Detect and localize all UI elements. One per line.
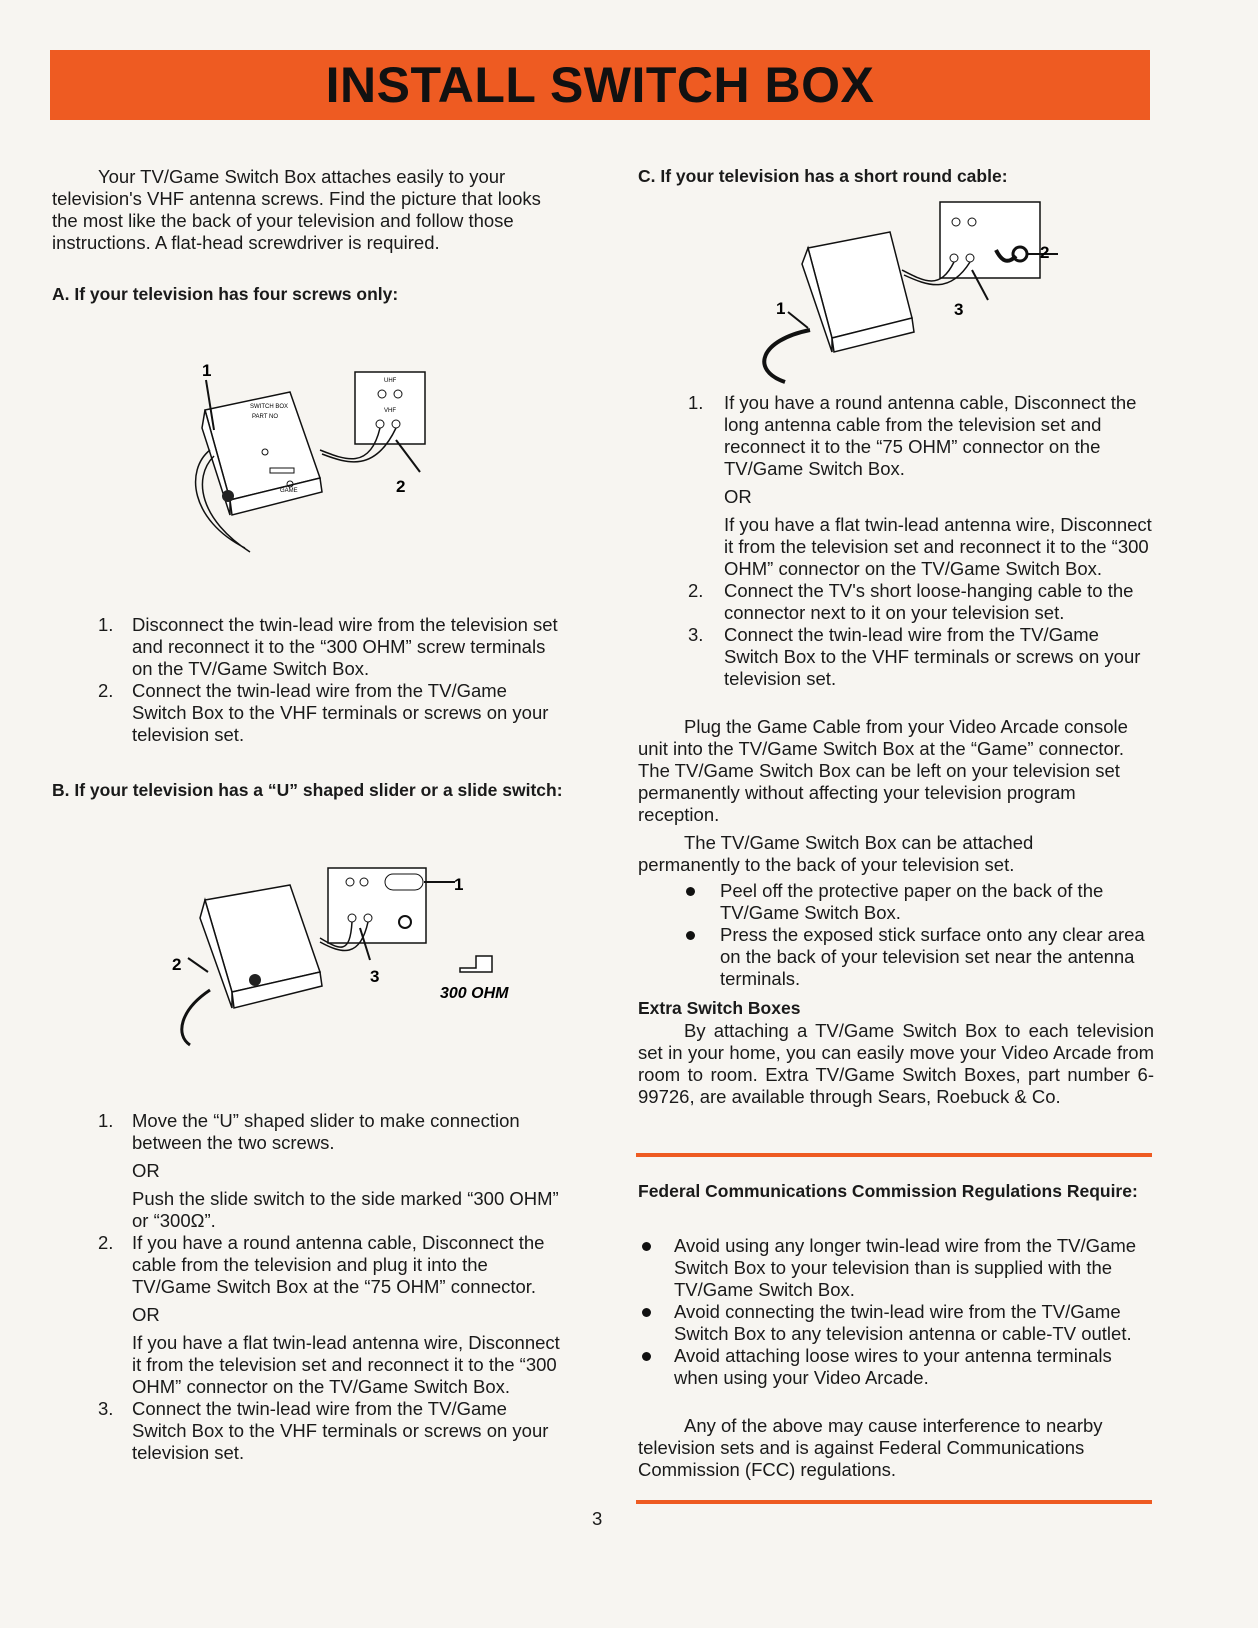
fcc-bullets (638, 1235, 1154, 1389)
svg-text:VHF: VHF (384, 408, 396, 414)
divider (636, 1153, 1152, 1157)
fcc-heading: Federal Communications Commission Regulations Require: (638, 1181, 1138, 1201)
diagram-four-screws (170, 360, 440, 560)
title-banner (50, 50, 1150, 120)
fcc-closing: Any of the above may cause interference to nearby television sets and is against Federal Communications Commission (FCC) regulations. (638, 1415, 1103, 1480)
section-b-heading: B. If your television has a “U” shaped slider or a slide switch: (52, 780, 563, 800)
svg-text:1: 1 (202, 361, 212, 380)
svg-text:SWITCH BOX: SWITCH BOX (250, 404, 289, 410)
svg-text:PART NO: PART NO (252, 414, 279, 420)
svg-text:3: 3 (954, 300, 964, 319)
svg-text:2: 2 (1040, 243, 1050, 262)
list-item: 2. Connect the twin-lead wire from the TV/Game Switch Box to the VHF terminals or screws on your television set. (98, 680, 549, 745)
svg-text:3: 3 (370, 967, 380, 986)
section-b-steps: 1. Move the “U” shaped slider to make connection between the two screws. OR Push the slide switch to the side marked “300 OHM” or “300Ω”. 2. If you have a round antenna cable, Disconnect the cable from the television and plug it into the TV/Game Switch Box at the “75 OHM” connector. OR If you have a flat twin-lead antenna wire, Disconnect it from the television set and reconnect it to the “300 OHM” connector on the TV/Game Switch Box. 3. Connect the twin-lead wire from the TV/Game Switch Box to the VHF terminals or screws on your television set. (98, 1110, 560, 1463)
divider (636, 1500, 1152, 1504)
diagram-u-slider (160, 860, 530, 1060)
svg-text:UHF: UHF (384, 378, 397, 384)
slide-switch-icon (460, 956, 492, 972)
section-a-steps (52, 614, 564, 746)
tv-antenna-panel (328, 868, 426, 943)
bullet-icon (686, 931, 695, 940)
plug-paragraph: Plug the Game Cable from your Video Arcade console unit into the TV/Game Switch Box at the “Game” connector. The TV/Game Switch Box can be left on your television set permanently without affecting your television program reception. (638, 716, 1128, 825)
tv-antenna-panel (940, 202, 1040, 278)
list-item: Press the exposed stick surface onto any clear area on the back of your television set near the antenna terminals. (638, 924, 1154, 990)
bullet-icon (642, 1308, 651, 1317)
list-item: Avoid connecting the twin-lead wire from the TV/Game Switch Box to any television antenna or cable-TV outlet. (638, 1301, 1154, 1345)
svg-text:300 OHM: 300 OHM (440, 985, 509, 1002)
section-c-heading: C. If your television has a short round cable: (638, 166, 1008, 186)
page-number: 3 (592, 1508, 603, 1529)
svg-text:GAME: GAME (280, 488, 298, 494)
list-item: Avoid using any longer twin-lead wire from the TV/Game Switch Box to your television than is supplied with the TV/Game Switch Box. (638, 1235, 1154, 1301)
svg-text:2: 2 (396, 477, 406, 496)
section-a-heading: A. If your television has four screws only: (52, 284, 399, 304)
list-item: Avoid attaching loose wires to your antenna terminals when using your Video Arcade. (638, 1345, 1154, 1389)
bullet-icon (686, 887, 695, 896)
svg-text:1: 1 (454, 875, 464, 894)
list-item: 1. Disconnect the twin-lead wire from the television set and reconnect it to the “300 OHM” screw terminals on the TV/Game Switch Box. (98, 614, 558, 679)
attach-bullets (638, 880, 1154, 990)
diagram-short-cable (740, 190, 1060, 390)
bullet-icon (642, 1352, 651, 1361)
list-item: Peel off the protective paper on the back of the TV/Game Switch Box. (638, 880, 1154, 924)
attach-paragraph: The TV/Game Switch Box can be attached permanently to the back of your television set. (638, 832, 1034, 875)
switch-box-illustration (202, 392, 322, 515)
section-c-steps: 1. If you have a round antenna cable, Disconnect the long antenna cable from the television set and reconnect it to the “75 OHM” connector on the TV/Game Switch Box. OR If you have a flat twin-lead antenna wire, Disconnect it from the television set and reconnect it to the “300 OHM” connector on the TV/Game Switch Box. 2. Connect the TV's short loose-hanging cable to the connector next to it on your television set. 3. Connect the twin-lead wire from the TV/Game Switch Box to the VHF terminals or screws on your television set. (688, 392, 1152, 689)
page-title: INSTALL SWITCH BOX (325, 57, 875, 113)
extra-boxes: Extra Switch Boxes By attaching a TV/Game Switch Box to each television set in your home, you can easily move your Video Arcade from room to room. Extra TV/Game Switch Boxes, part number 6-99726, are available through Sears, Roebuck & Co. (638, 998, 1154, 1107)
svg-text:2: 2 (172, 955, 182, 974)
intro: Your TV/Game Switch Box attaches easily to your television's VHF antenna screws. Find the picture that looks the most like the back of your television and follow those instructions. A flat-head screwdriver is required. (52, 166, 541, 253)
bullet-icon (642, 1242, 651, 1251)
svg-text:1: 1 (776, 299, 786, 318)
